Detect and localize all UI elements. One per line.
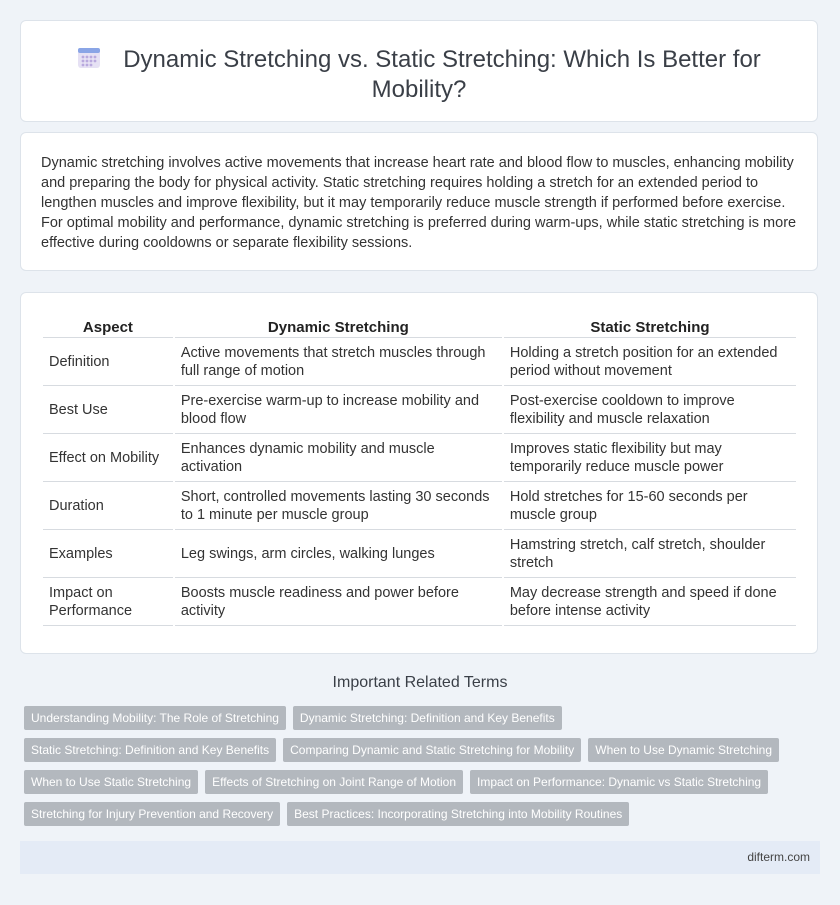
table-cell: Boosts muscle readiness and power before activity	[175, 578, 502, 626]
column-header: Static Stretching	[504, 315, 796, 338]
related-term-tag[interactable]: Static Stretching: Definition and Key Benefits	[24, 738, 276, 762]
related-term-tag[interactable]: When to Use Dynamic Stretching	[588, 738, 779, 762]
table-cell: May decrease strength and speed if done before intense activity	[504, 578, 796, 626]
table-header-row	[43, 315, 796, 338]
page-title	[21, 45, 817, 105]
table-cell: Active movements that stretch muscles through full range of motion	[175, 338, 502, 386]
table-cell: Impact on Performance	[43, 578, 173, 626]
comparison-table	[41, 315, 798, 626]
table-cell: Examples	[43, 530, 173, 578]
related-term-tag[interactable]: When to Use Static Stretching	[24, 770, 198, 794]
site-link[interactable]: difterm.com	[747, 850, 810, 864]
related-terms-list	[24, 706, 804, 826]
related-term-tag[interactable]: Impact on Performance: Dynamic vs Static Stretching	[470, 770, 768, 794]
table-row	[43, 434, 796, 482]
column-header: Dynamic Stretching	[175, 315, 502, 338]
table-row	[43, 338, 796, 386]
table-row	[43, 482, 796, 530]
related-term-tag[interactable]: Comparing Dynamic and Static Stretching for Mobility	[283, 738, 581, 762]
related-terms-heading: Important Related Terms	[332, 674, 508, 691]
intro-text: Dynamic stretching involves active movements that increase heart rate and blood flow to muscles, enhancing mobility and preparing the body for physical activity. Static stretching requires holding a stretch for an extended period to lengthen muscles and improve flexibility, but it may temporarily reduce muscle strength if performed before exercise. For optimal mobility and performance, dynamic stretching is preferred during warm-ups, while static stretching is more effective during cooldowns or separate flexibility sessions.	[41, 155, 797, 251]
table-cell: Improves static flexibility but may temporarily reduce muscle power	[504, 434, 796, 482]
table-cell: Short, controlled movements lasting 30 seconds to 1 minute per muscle group	[175, 482, 502, 530]
footer	[20, 841, 820, 874]
table-row	[43, 530, 796, 578]
related-term-tag[interactable]: Effects of Stretching on Joint Range of Motion	[205, 770, 463, 794]
table-cell: Leg swings, arm circles, walking lunges	[175, 530, 502, 578]
related-term-tag[interactable]: Dynamic Stretching: Definition and Key Benefits	[293, 706, 562, 730]
comparison-card	[20, 292, 818, 654]
intro-card	[20, 132, 818, 271]
table-cell: Enhances dynamic mobility and muscle activation	[175, 434, 502, 482]
related-term-tag[interactable]: Best Practices: Incorporating Stretching into Mobility Routines	[287, 802, 629, 826]
calendar-icon	[77, 47, 101, 69]
header-card	[20, 20, 818, 122]
column-header: Aspect	[43, 315, 173, 338]
table-cell: Hold stretches for 15-60 seconds per muscle group	[504, 482, 796, 530]
table-cell: Duration	[43, 482, 173, 530]
related-term-tag[interactable]: Understanding Mobility: The Role of Stretching	[24, 706, 286, 730]
table-cell: Hamstring stretch, calf stretch, shoulder stretch	[504, 530, 796, 578]
related-term-tag[interactable]: Stretching for Injury Prevention and Recovery	[24, 802, 280, 826]
table-cell: Post-exercise cooldown to improve flexibility and muscle relaxation	[504, 386, 796, 434]
table-cell: Holding a stretch position for an extended period without movement	[504, 338, 796, 386]
table-cell: Pre-exercise warm-up to increase mobility and blood flow	[175, 386, 502, 434]
table-cell: Effect on Mobility	[43, 434, 173, 482]
table-row	[43, 578, 796, 626]
table-cell: Definition	[43, 338, 173, 386]
table-row	[43, 386, 796, 434]
page-title-text: Dynamic Stretching vs. Static Stretching: Which Is Better for Mobility?	[123, 46, 761, 103]
table-cell: Best Use	[43, 386, 173, 434]
